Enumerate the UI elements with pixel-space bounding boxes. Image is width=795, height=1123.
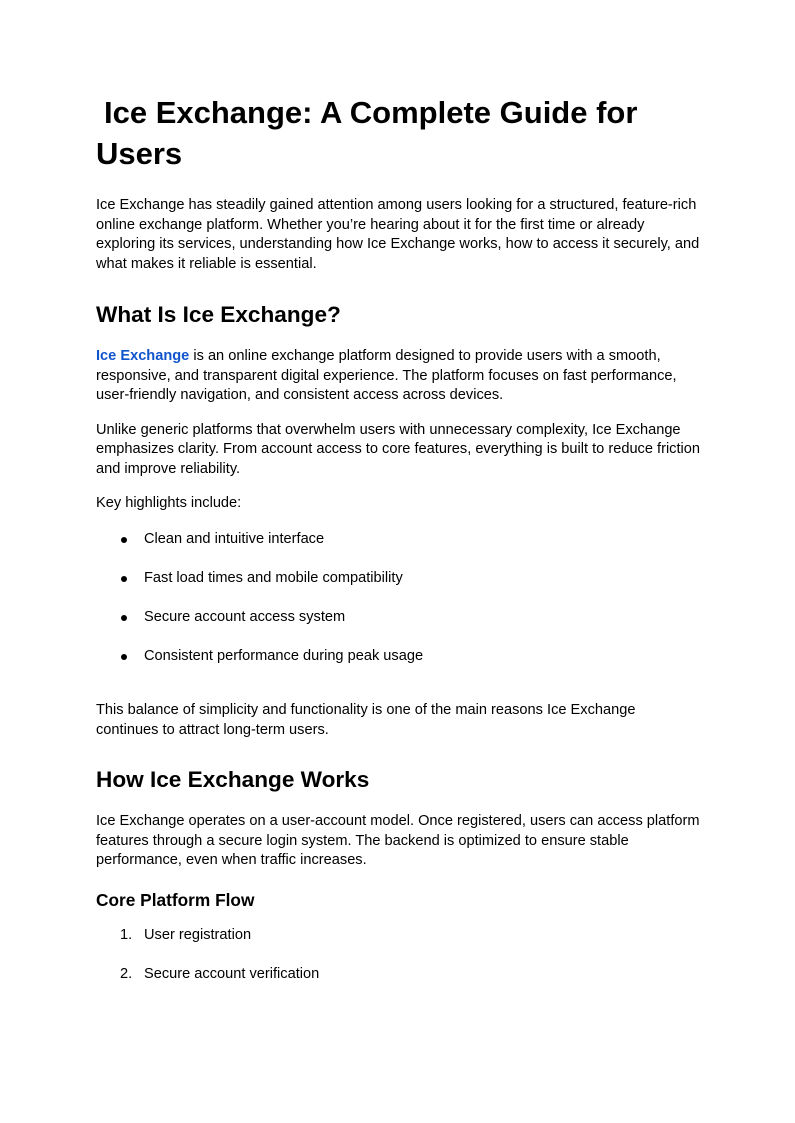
list-item: Secure account access system <box>96 608 700 628</box>
what-is-paragraph-2: Unlike generic platforms that overwhelm users with unnecessary complexity, Ice Exchange emphasizes clarity. From account access to core features, everything is built to reduce friction and improve reliability. <box>96 421 701 477</box>
what-is-paragraph-1 <box>96 347 700 406</box>
document-title <box>96 92 700 174</box>
list-item: Fast load times and mobile compatibility <box>96 569 700 589</box>
list-number: 2. <box>120 965 133 982</box>
section-heading-what-is: What Is Ice Exchange? <box>96 302 341 327</box>
how-it-works-paragraph: Ice Exchange operates on a user-account model. Once registered, users can access platform features through a secure login system. The backend is optimized to ensure stable performance, even when traffic increases. <box>96 813 700 868</box>
what-is-paragraph-4: This balance of simplicity and functionality is one of the main reasons Ice Exchange continues to attract long-term users. <box>96 702 636 738</box>
core-flow-list <box>96 926 700 985</box>
what-is-paragraph-1-text: is an online exchange platform designed to provide users with a smooth, responsive, and transparent digital experience. The platform focuses on fast performance, user-friendly navigation, and consistent access across devices. <box>96 348 677 403</box>
bullet-icon <box>121 654 127 660</box>
ice-exchange-link[interactable]: Ice Exchange <box>96 348 190 364</box>
list-item: Clean and intuitive interface <box>96 530 700 550</box>
list-number: 1. <box>120 926 133 943</box>
document-title-text: Ice Exchange: A Complete Guide for Users <box>96 95 638 171</box>
section-heading-how-it-works: How Ice Exchange Works <box>96 767 370 792</box>
document-page <box>96 92 700 984</box>
key-highlights-intro: Key highlights include: <box>96 495 242 511</box>
bullet-icon <box>121 615 127 621</box>
intro-paragraph: Ice Exchange has steadily gained attention among users looking for a structured, feature-rich online exchange platform. Whether you’re hearing about it for the first time or already exploring its services, understanding how Ice Exchange works, how to access it securely, and what makes it reliable is essential. <box>96 197 700 272</box>
list-item: Consistent performance during peak usage <box>96 647 700 667</box>
bullet-icon <box>121 537 127 543</box>
highlights-list <box>96 530 700 667</box>
subheading-core-flow: Core Platform Flow <box>96 889 255 910</box>
list-item: 2. Secure account verification <box>96 965 700 985</box>
bullet-icon <box>121 576 127 582</box>
list-item: 1. User registration <box>96 926 700 946</box>
